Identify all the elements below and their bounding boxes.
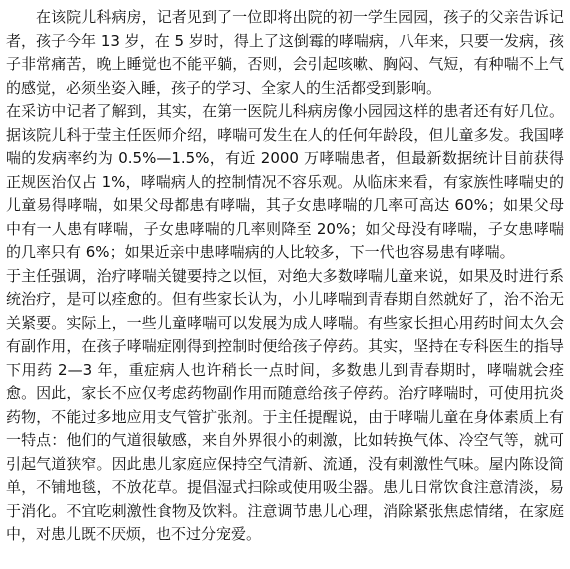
article-paragraph-1: 在该院儿科病房，记者见到了一位即将出院的初一学生园园，孩子的父亲告诉记者，孩子今年 13 岁，在 5 岁时，得上了这倒霉的哮喘病，八年来，只要一发病，孩子非常痛苦，晚上睡觉也不能平躺，否则，会引起咳嗽、胸闷、气短，有种喘不上气的感觉，必须坐姿入睡，孩子的学习、全家人的生活都受到影响。: [6, 8, 564, 97]
article-paragraph-3: 于主任强调，治疗哮喘关键要持之以恒，对绝大多数哮喘儿童来说，如果及时进行系统治疗，是可以痊愈的。但有些家长认为，小儿哮喘到青春期自然就好了，治不治无关紧要。实际上，一些儿童哮喘可以发展为成人哮喘。有些家长担心用药时间太久会有副作用，在孩子哮喘症刚得到控制时便给孩子停药。其实，坚持在专科医生的指导下用药 2—3 年，重症病人也许稍长一点时间，多数患儿到青春期时，哮喘就会痊愈。因此，家长不应仅考虑药物副作用而随意给孩子停药。治疗哮喘时，可使用抗炎药物，不能过多地应用支气管扩张剂。于主任提醒说，由于哮喘儿童在身体素质上有一特点：他们的气道很敏感，来自外界很小的刺激，比如转换气体、冷空气等，就可引起气道狭窄。因此患儿家庭应保持空气清新、流通，没有刺激性气味。屋内陈设简单，不铺地毯，不放花草。提倡湿式扫除或使用吸尘器。患儿日常饮食注意清淡，易于消化。不宜吃刺激性食物及饮料。注意调节患儿心理，消除紧张焦虑情绪，在家庭中，对患儿既不厌烦，也不过分宠爱。: [6, 266, 564, 543]
article-paragraph-2: 在采访中记者了解到，其实，在第一医院儿科病房像小园园这样的患者还有好几位。据该院儿科于莹主任医师介绍，哮喘可发生在人的任何年龄段，但儿童多发。我国哮喘的发病率约为 0.5%—1.5%，有近 2000 万哮喘患者，但最新数据统计目前获得正规医治仅占 1%，哮喘病人的控制情况不容乐观。从临床来看，有家族性哮喘史的儿童易得哮喘，如果父母都患有哮喘，其子女患哮喘的几率可高达 60%；如果父母中有一人患有哮喘，子女患哮喘的几率则降至 20%；如父母没有哮喘，子女患哮喘的几率只有 6%；如果近亲中患哮喘病的人比较多，下一代也容易患有哮喘。: [6, 102, 564, 261]
